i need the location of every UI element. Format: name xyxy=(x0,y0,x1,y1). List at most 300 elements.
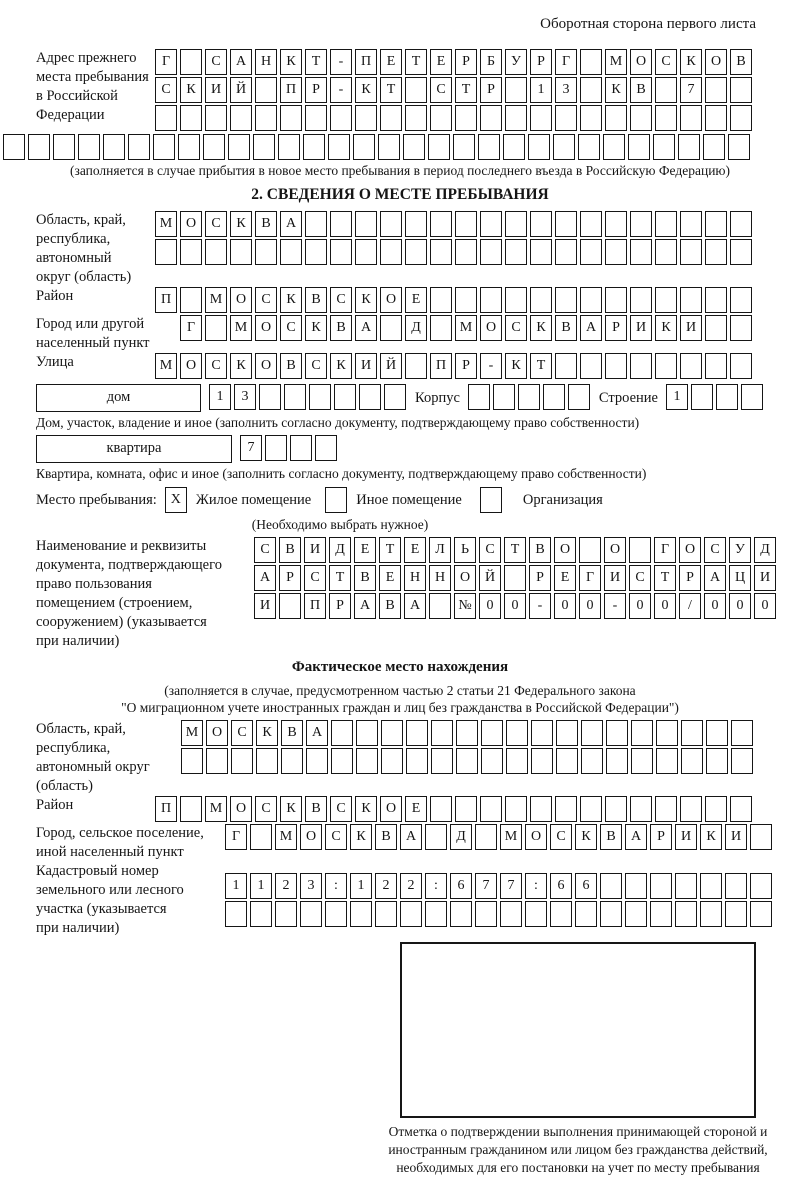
char-cell[interactable] xyxy=(334,384,356,410)
char-cell[interactable]: 0 xyxy=(754,593,776,619)
char-cell[interactable]: В xyxy=(255,211,277,237)
char-cell[interactable]: О xyxy=(206,720,228,746)
char-cell[interactable]: : xyxy=(425,873,447,899)
char-cell[interactable]: С xyxy=(205,49,227,75)
char-cell[interactable]: С xyxy=(655,49,677,75)
char-cell[interactable] xyxy=(306,748,328,774)
char-cell[interactable]: Р xyxy=(455,353,477,379)
char-cell[interactable]: В xyxy=(555,315,577,341)
char-cell[interactable] xyxy=(405,77,427,103)
char-cell[interactable] xyxy=(555,287,577,313)
char-cell[interactable]: С xyxy=(430,77,452,103)
char-cell[interactable] xyxy=(180,796,202,822)
char-cell[interactable] xyxy=(328,134,350,160)
char-cell[interactable] xyxy=(153,134,175,160)
char-cell[interactable]: В xyxy=(375,824,397,850)
char-cell[interactable]: К xyxy=(355,796,377,822)
char-cell[interactable] xyxy=(128,134,150,160)
char-cell[interactable]: О xyxy=(300,824,322,850)
char-cell[interactable]: В xyxy=(305,796,327,822)
char-cell[interactable] xyxy=(429,593,451,619)
char-cell[interactable] xyxy=(703,134,725,160)
char-cell[interactable]: Р xyxy=(529,565,551,591)
char-cell[interactable] xyxy=(380,105,402,131)
char-cell[interactable]: П xyxy=(430,353,452,379)
char-cell[interactable] xyxy=(155,105,177,131)
char-cell[interactable]: - xyxy=(480,353,502,379)
char-cell[interactable]: Р xyxy=(679,565,701,591)
char-cell[interactable]: Й xyxy=(380,353,402,379)
stay-type-other-checkbox[interactable] xyxy=(325,487,347,513)
char-cell[interactable] xyxy=(325,901,347,927)
char-cell[interactable] xyxy=(680,287,702,313)
char-cell[interactable] xyxy=(493,384,515,410)
char-cell[interactable]: Р xyxy=(530,49,552,75)
char-cell[interactable] xyxy=(481,720,503,746)
char-cell[interactable] xyxy=(430,105,452,131)
char-cell[interactable]: Т xyxy=(654,565,676,591)
char-cell[interactable]: Е xyxy=(354,537,376,563)
char-cell[interactable]: 7 xyxy=(680,77,702,103)
char-cell[interactable] xyxy=(730,287,752,313)
char-cell[interactable]: Д xyxy=(450,824,472,850)
char-cell[interactable] xyxy=(730,796,752,822)
char-cell[interactable] xyxy=(28,134,50,160)
char-cell[interactable] xyxy=(731,748,753,774)
char-cell[interactable]: 7 xyxy=(500,873,522,899)
char-cell[interactable] xyxy=(205,105,227,131)
char-cell[interactable] xyxy=(606,748,628,774)
char-cell[interactable]: О xyxy=(679,537,701,563)
char-cell[interactable] xyxy=(279,593,301,619)
char-cell[interactable] xyxy=(580,796,602,822)
char-cell[interactable]: С xyxy=(704,537,726,563)
char-cell[interactable] xyxy=(480,105,502,131)
char-cell[interactable]: О xyxy=(380,796,402,822)
char-cell[interactable] xyxy=(331,748,353,774)
stay-type-residential-checkbox[interactable]: X xyxy=(165,487,187,513)
char-cell[interactable]: И xyxy=(675,824,697,850)
char-cell[interactable]: А xyxy=(355,315,377,341)
char-cell[interactable] xyxy=(225,901,247,927)
char-cell[interactable] xyxy=(680,239,702,265)
char-cell[interactable] xyxy=(375,901,397,927)
char-cell[interactable]: К xyxy=(230,211,252,237)
char-cell[interactable]: О xyxy=(604,537,626,563)
char-cell[interactable] xyxy=(528,134,550,160)
char-cell[interactable]: Г xyxy=(180,315,202,341)
char-cell[interactable]: К xyxy=(605,77,627,103)
char-cell[interactable] xyxy=(456,748,478,774)
char-cell[interactable]: В xyxy=(280,353,302,379)
char-cell[interactable] xyxy=(500,901,522,927)
char-cell[interactable]: О xyxy=(230,796,252,822)
char-cell[interactable]: Й xyxy=(230,77,252,103)
char-cell[interactable]: 2 xyxy=(400,873,422,899)
char-cell[interactable]: Б xyxy=(480,49,502,75)
char-cell[interactable] xyxy=(280,105,302,131)
char-cell[interactable] xyxy=(425,901,447,927)
char-cell[interactable]: В xyxy=(279,537,301,563)
char-cell[interactable]: Е xyxy=(405,287,427,313)
char-cell[interactable] xyxy=(705,105,727,131)
char-cell[interactable] xyxy=(655,239,677,265)
char-cell[interactable]: Е xyxy=(404,537,426,563)
char-cell[interactable] xyxy=(430,796,452,822)
char-cell[interactable] xyxy=(700,873,722,899)
char-cell[interactable] xyxy=(350,901,372,927)
char-cell[interactable] xyxy=(355,211,377,237)
char-cell[interactable]: П xyxy=(280,77,302,103)
char-cell[interactable] xyxy=(543,384,565,410)
char-cell[interactable] xyxy=(681,720,703,746)
char-cell[interactable]: В xyxy=(354,565,376,591)
char-cell[interactable] xyxy=(531,748,553,774)
char-cell[interactable]: С xyxy=(479,537,501,563)
char-cell[interactable] xyxy=(505,239,527,265)
char-cell[interactable] xyxy=(259,384,281,410)
char-cell[interactable]: 6 xyxy=(450,873,472,899)
char-cell[interactable]: К xyxy=(680,49,702,75)
char-cell[interactable] xyxy=(700,901,722,927)
char-cell[interactable] xyxy=(330,211,352,237)
char-cell[interactable]: О xyxy=(255,315,277,341)
char-cell[interactable]: Р xyxy=(480,77,502,103)
char-cell[interactable]: К xyxy=(230,353,252,379)
char-cell[interactable]: М xyxy=(230,315,252,341)
char-cell[interactable] xyxy=(280,239,302,265)
char-cell[interactable]: А xyxy=(400,824,422,850)
char-cell[interactable] xyxy=(580,49,602,75)
char-cell[interactable] xyxy=(103,134,125,160)
char-cell[interactable] xyxy=(315,435,337,461)
char-cell[interactable] xyxy=(405,239,427,265)
char-cell[interactable] xyxy=(705,77,727,103)
char-cell[interactable] xyxy=(600,873,622,899)
char-cell[interactable] xyxy=(655,287,677,313)
char-cell[interactable] xyxy=(603,134,625,160)
char-cell[interactable]: А xyxy=(280,211,302,237)
char-cell[interactable] xyxy=(556,748,578,774)
char-cell[interactable] xyxy=(356,720,378,746)
char-cell[interactable]: 1 xyxy=(350,873,372,899)
char-cell[interactable] xyxy=(305,105,327,131)
char-cell[interactable]: К xyxy=(530,315,552,341)
char-cell[interactable]: Н xyxy=(255,49,277,75)
char-cell[interactable] xyxy=(180,287,202,313)
char-cell[interactable]: К xyxy=(280,796,302,822)
char-cell[interactable] xyxy=(431,720,453,746)
char-cell[interactable] xyxy=(384,384,406,410)
char-cell[interactable] xyxy=(180,239,202,265)
char-cell[interactable]: 0 xyxy=(504,593,526,619)
char-cell[interactable]: Т xyxy=(530,353,552,379)
char-cell[interactable] xyxy=(655,211,677,237)
char-cell[interactable] xyxy=(741,384,763,410)
char-cell[interactable] xyxy=(430,287,452,313)
char-cell[interactable] xyxy=(180,105,202,131)
char-cell[interactable]: Т xyxy=(380,77,402,103)
char-cell[interactable]: К xyxy=(280,287,302,313)
char-cell[interactable] xyxy=(680,105,702,131)
char-cell[interactable]: О xyxy=(230,287,252,313)
char-cell[interactable] xyxy=(730,239,752,265)
char-cell[interactable] xyxy=(579,537,601,563)
char-cell[interactable]: К xyxy=(355,77,377,103)
char-cell[interactable] xyxy=(480,239,502,265)
char-cell[interactable] xyxy=(359,384,381,410)
char-cell[interactable]: 1 xyxy=(530,77,552,103)
char-cell[interactable]: М xyxy=(181,720,203,746)
char-cell[interactable] xyxy=(605,239,627,265)
char-cell[interactable] xyxy=(231,748,253,774)
char-cell[interactable] xyxy=(530,211,552,237)
char-cell[interactable] xyxy=(478,134,500,160)
char-cell[interactable] xyxy=(265,435,287,461)
char-cell[interactable]: Т xyxy=(504,537,526,563)
char-cell[interactable] xyxy=(380,239,402,265)
char-cell[interactable] xyxy=(656,720,678,746)
char-cell[interactable] xyxy=(230,239,252,265)
char-cell[interactable] xyxy=(553,134,575,160)
char-cell[interactable] xyxy=(53,134,75,160)
char-cell[interactable] xyxy=(725,873,747,899)
char-cell[interactable]: К xyxy=(355,287,377,313)
char-cell[interactable] xyxy=(453,134,475,160)
char-cell[interactable]: И xyxy=(254,593,276,619)
char-cell[interactable] xyxy=(568,384,590,410)
char-cell[interactable]: К xyxy=(180,77,202,103)
char-cell[interactable]: С xyxy=(325,824,347,850)
char-cell[interactable] xyxy=(630,353,652,379)
char-cell[interactable] xyxy=(455,796,477,822)
char-cell[interactable] xyxy=(506,748,528,774)
char-cell[interactable]: : xyxy=(325,873,347,899)
char-cell[interactable] xyxy=(705,239,727,265)
char-cell[interactable]: Р xyxy=(605,315,627,341)
char-cell[interactable] xyxy=(705,287,727,313)
char-cell[interactable] xyxy=(230,105,252,131)
char-cell[interactable]: Г xyxy=(654,537,676,563)
char-cell[interactable]: С xyxy=(304,565,326,591)
char-cell[interactable] xyxy=(730,105,752,131)
char-cell[interactable] xyxy=(505,77,527,103)
stay-type-organization-checkbox[interactable] xyxy=(480,487,502,513)
char-cell[interactable] xyxy=(580,77,602,103)
char-cell[interactable] xyxy=(725,901,747,927)
char-cell[interactable] xyxy=(716,384,738,410)
char-cell[interactable]: М xyxy=(605,49,627,75)
char-cell[interactable] xyxy=(253,134,275,160)
char-cell[interactable]: 3 xyxy=(300,873,322,899)
char-cell[interactable] xyxy=(278,134,300,160)
char-cell[interactable] xyxy=(681,748,703,774)
char-cell[interactable]: 2 xyxy=(375,873,397,899)
char-cell[interactable] xyxy=(205,239,227,265)
char-cell[interactable]: В xyxy=(330,315,352,341)
char-cell[interactable] xyxy=(731,720,753,746)
char-cell[interactable]: А xyxy=(704,565,726,591)
char-cell[interactable]: К xyxy=(280,49,302,75)
char-cell[interactable] xyxy=(355,105,377,131)
char-cell[interactable] xyxy=(750,873,772,899)
char-cell[interactable] xyxy=(655,796,677,822)
char-cell[interactable]: С xyxy=(254,537,276,563)
char-cell[interactable]: М xyxy=(275,824,297,850)
char-cell[interactable] xyxy=(480,211,502,237)
char-cell[interactable] xyxy=(206,748,228,774)
char-cell[interactable] xyxy=(480,287,502,313)
char-cell[interactable] xyxy=(475,901,497,927)
char-cell[interactable]: К xyxy=(700,824,722,850)
char-cell[interactable] xyxy=(505,796,527,822)
char-cell[interactable] xyxy=(180,49,202,75)
char-cell[interactable]: Г xyxy=(225,824,247,850)
char-cell[interactable] xyxy=(581,748,603,774)
char-cell[interactable]: Ь xyxy=(454,537,476,563)
char-cell[interactable] xyxy=(675,901,697,927)
char-cell[interactable]: И xyxy=(355,353,377,379)
char-cell[interactable] xyxy=(381,720,403,746)
char-cell[interactable] xyxy=(650,901,672,927)
char-cell[interactable] xyxy=(431,748,453,774)
char-cell[interactable] xyxy=(405,353,427,379)
char-cell[interactable] xyxy=(505,211,527,237)
char-cell[interactable] xyxy=(555,796,577,822)
char-cell[interactable] xyxy=(628,134,650,160)
char-cell[interactable]: В xyxy=(730,49,752,75)
char-cell[interactable] xyxy=(680,211,702,237)
char-cell[interactable] xyxy=(705,796,727,822)
char-cell[interactable] xyxy=(630,239,652,265)
char-cell[interactable]: М xyxy=(205,796,227,822)
char-cell[interactable]: Ц xyxy=(729,565,751,591)
char-cell[interactable] xyxy=(518,384,540,410)
char-cell[interactable] xyxy=(630,287,652,313)
char-cell[interactable]: О xyxy=(180,211,202,237)
char-cell[interactable] xyxy=(580,287,602,313)
char-cell[interactable]: К xyxy=(575,824,597,850)
char-cell[interactable]: 1 xyxy=(225,873,247,899)
char-cell[interactable]: В xyxy=(305,287,327,313)
char-cell[interactable] xyxy=(405,211,427,237)
char-cell[interactable]: Е xyxy=(405,796,427,822)
char-cell[interactable] xyxy=(625,873,647,899)
char-cell[interactable]: С xyxy=(205,353,227,379)
char-cell[interactable]: И xyxy=(630,315,652,341)
char-cell[interactable]: / xyxy=(679,593,701,619)
char-cell[interactable]: М xyxy=(455,315,477,341)
char-cell[interactable] xyxy=(706,748,728,774)
char-cell[interactable] xyxy=(580,211,602,237)
char-cell[interactable]: П xyxy=(155,287,177,313)
char-cell[interactable] xyxy=(480,796,502,822)
char-cell[interactable] xyxy=(380,315,402,341)
char-cell[interactable]: 6 xyxy=(575,873,597,899)
char-cell[interactable]: И xyxy=(604,565,626,591)
char-cell[interactable] xyxy=(503,134,525,160)
char-cell[interactable] xyxy=(155,239,177,265)
char-cell[interactable]: Е xyxy=(380,49,402,75)
char-cell[interactable]: А xyxy=(625,824,647,850)
char-cell[interactable] xyxy=(678,134,700,160)
char-cell[interactable] xyxy=(430,315,452,341)
char-cell[interactable]: С xyxy=(255,287,277,313)
char-cell[interactable]: - xyxy=(330,77,352,103)
char-cell[interactable] xyxy=(456,720,478,746)
char-cell[interactable] xyxy=(506,720,528,746)
char-cell[interactable] xyxy=(605,353,627,379)
char-cell[interactable]: С xyxy=(255,796,277,822)
char-cell[interactable] xyxy=(78,134,100,160)
char-cell[interactable]: В xyxy=(529,537,551,563)
char-cell[interactable] xyxy=(705,211,727,237)
char-cell[interactable] xyxy=(629,537,651,563)
char-cell[interactable]: В xyxy=(600,824,622,850)
char-cell[interactable]: А xyxy=(354,593,376,619)
char-cell[interactable]: И xyxy=(725,824,747,850)
char-cell[interactable] xyxy=(580,105,602,131)
char-cell[interactable]: 0 xyxy=(654,593,676,619)
char-cell[interactable] xyxy=(600,901,622,927)
char-cell[interactable] xyxy=(331,720,353,746)
char-cell[interactable] xyxy=(455,287,477,313)
char-cell[interactable]: Д xyxy=(754,537,776,563)
char-cell[interactable]: 0 xyxy=(729,593,751,619)
char-cell[interactable] xyxy=(355,239,377,265)
char-cell[interactable] xyxy=(250,824,272,850)
char-cell[interactable] xyxy=(481,748,503,774)
char-cell[interactable] xyxy=(730,77,752,103)
char-cell[interactable]: Р xyxy=(305,77,327,103)
char-cell[interactable] xyxy=(750,824,772,850)
char-cell[interactable]: К xyxy=(505,353,527,379)
char-cell[interactable] xyxy=(581,720,603,746)
char-cell[interactable]: К xyxy=(305,315,327,341)
char-cell[interactable]: Р xyxy=(279,565,301,591)
char-cell[interactable] xyxy=(181,748,203,774)
char-cell[interactable]: А xyxy=(306,720,328,746)
char-cell[interactable] xyxy=(631,720,653,746)
char-cell[interactable] xyxy=(281,748,303,774)
char-cell[interactable] xyxy=(455,105,477,131)
char-cell[interactable]: А xyxy=(404,593,426,619)
char-cell[interactable] xyxy=(406,720,428,746)
char-cell[interactable] xyxy=(630,105,652,131)
char-cell[interactable] xyxy=(250,901,272,927)
char-cell[interactable] xyxy=(530,287,552,313)
char-cell[interactable] xyxy=(730,353,752,379)
char-cell[interactable]: Р xyxy=(650,824,672,850)
char-cell[interactable]: О xyxy=(480,315,502,341)
char-cell[interactable] xyxy=(530,796,552,822)
char-cell[interactable] xyxy=(380,211,402,237)
char-cell[interactable] xyxy=(353,134,375,160)
char-cell[interactable]: Н xyxy=(429,565,451,591)
char-cell[interactable]: 0 xyxy=(704,593,726,619)
char-cell[interactable]: Й xyxy=(479,565,501,591)
char-cell[interactable] xyxy=(305,211,327,237)
char-cell[interactable] xyxy=(525,901,547,927)
char-cell[interactable]: 1 xyxy=(250,873,272,899)
char-cell[interactable] xyxy=(625,901,647,927)
char-cell[interactable]: О xyxy=(705,49,727,75)
char-cell[interactable]: Т xyxy=(305,49,327,75)
char-cell[interactable]: Т xyxy=(455,77,477,103)
char-cell[interactable] xyxy=(578,134,600,160)
char-cell[interactable] xyxy=(468,384,490,410)
char-cell[interactable]: Е xyxy=(430,49,452,75)
